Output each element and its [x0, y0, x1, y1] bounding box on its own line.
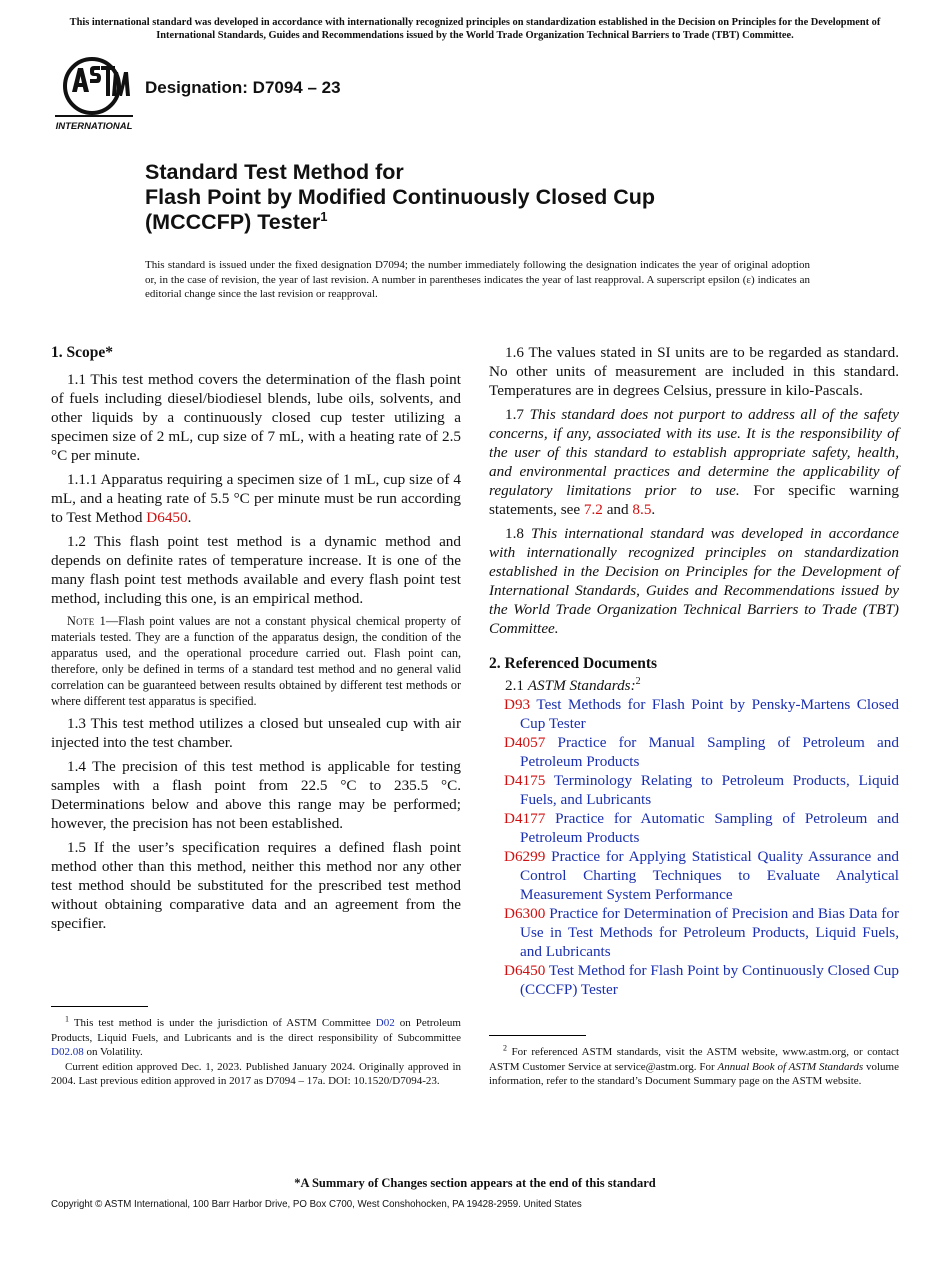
- ref-title-link[interactable]: Practice for Automatic Sampling of Petroleum and Petroleum Products: [520, 810, 899, 846]
- reference-item: [489, 961, 899, 999]
- reference-item: [489, 771, 899, 809]
- link-subcommittee-d02-08[interactable]: D02.08: [51, 1046, 84, 1058]
- para-1-8: [489, 524, 899, 638]
- copyright-line: Copyright © ASTM International, 100 Barr Harbor Drive, PO Box C700, West Conshohocken, PA 19428-2959. United States: [51, 1199, 582, 1210]
- note-1-label: Note 1: [67, 614, 106, 628]
- document-title: [145, 160, 655, 235]
- ref-code-link[interactable]: D4057: [504, 734, 546, 751]
- title-line-1: Standard Test Method for: [145, 160, 404, 184]
- reference-item: [489, 904, 899, 961]
- ref-title-link[interactable]: Test Methods for Flash Point by Pensky-Martens Closed Cup Tester: [520, 696, 899, 732]
- link-d6450[interactable]: D6450: [146, 509, 188, 526]
- logo-wordmark: INTERNATIONAL: [55, 121, 133, 132]
- footnote-1: [51, 1016, 461, 1089]
- para-1-1: 1.1 This test method covers the determination of the flash point of fuels including diesel/biodiesel blends, lube oils, solvents, and other liquids by a continuously closed cup tester utilizing a specimen size of 2 mL, cup size of 7 mL, with a heating rate of 2.5 °C per minute.: [51, 371, 461, 464]
- para-1-7-end: .: [651, 501, 656, 518]
- para-1-5: 1.5 If the user’s specification requires a defined flash point method other than this method, neither this method nor any other test method should be substituted for the prescribed test method without obtaining comparative data and an agreement from the specifier.: [51, 839, 461, 932]
- subsection-2-1-mark[interactable]: 2: [635, 675, 641, 687]
- subsection-2-1-title: ASTM Standards:: [527, 677, 636, 694]
- ref-code-link[interactable]: D6299: [504, 848, 546, 865]
- ref-code-link[interactable]: D6300: [504, 905, 546, 922]
- para-1-7-and: and: [602, 501, 633, 518]
- footnote-2-text-end: volume information, refer to the standard’s Document Summary page on the ASTM website.: [489, 1060, 899, 1087]
- right-column: [489, 343, 899, 999]
- para-1-4: 1.4 The precision of this test method is applicable for testing samples with a flash point from 22.5 °C to 235.5 °C. Determinations below and above this range may be performed; however, the precision has not been established.: [51, 758, 461, 832]
- ref-code-link[interactable]: D93: [504, 696, 531, 713]
- footnote-1-text-end: on Volatility.: [83, 1046, 143, 1058]
- footnote-2-mark: 2: [503, 1043, 507, 1053]
- link-7-2[interactable]: 7.2: [583, 501, 603, 518]
- para-1-1-1: [51, 470, 461, 527]
- reference-item: [489, 695, 899, 733]
- para-1-1-1-end: .: [187, 509, 192, 526]
- footnote-1-para-1: [51, 1016, 461, 1060]
- title-line-3-text: (MCCCFP) Tester: [145, 210, 321, 234]
- para-1-6: 1.6 The values stated in SI units are to be regarded as standard. No other units of measurement are included in this standard. Temperatures are in degrees Celsius, pressure in kilo-Pascals.: [489, 344, 899, 399]
- subsection-2-1: [489, 676, 899, 695]
- para-1-1-1-text: 1.1.1 Apparatus requiring a specimen size of 1 mL, cup size of 4 mL, and a heating rate of 5.5 °C per minute must be run according to Test Method: [51, 471, 461, 526]
- ref-code-link[interactable]: D4177: [504, 810, 546, 827]
- link-committee-d02[interactable]: D02: [375, 1017, 395, 1029]
- reference-item: [489, 847, 899, 904]
- para-1-7-tail: For specific warning statements, see: [489, 482, 899, 518]
- footnote-2: [489, 1045, 899, 1089]
- ref-title-link[interactable]: Practice for Determination of Precision and Bias Data for Use in Test Methods for Petroleum Products, Liquid Fuels, and Lubricants: [520, 905, 899, 960]
- para-1-7-num: 1.7: [505, 406, 530, 423]
- astm-logo: [52, 56, 136, 132]
- footnote-1-para-2: Current edition approved Dec. 1, 2023. Published January 2024. Originally approved in 2004. Last previous edition approved in 2017 as D7094 – 17a. DOI: 10.1520/D7094-23.: [51, 1060, 461, 1087]
- designation: Designation: D7094 – 23: [145, 78, 341, 97]
- footnote-1-text: This test method is under the jurisdiction of ASTM Committee: [73, 1017, 376, 1029]
- footnote-2-italic: Annual Book of ASTM Standards: [717, 1060, 864, 1073]
- title-line-2: Flash Point by Modified Continuously Closed Cup: [145, 185, 656, 209]
- ref-code-link[interactable]: D4175: [504, 772, 546, 789]
- footnote-divider-right: [489, 1035, 586, 1036]
- top-notice: This international standard was developed in accordance with internationally recognized principles on standardization established in the Decision on Principles for the Development of International Standards, Guides and Recommendations issued by the World Trade Organization Technical Barriers to Trade (TBT) Committee.: [69, 17, 881, 41]
- subsection-2-1-num: 2.1: [505, 677, 528, 694]
- link-8-5[interactable]: 8.5: [632, 501, 652, 518]
- para-1-3: 1.3 This test method utilizes a closed but unsealed cup with air injected into the test chamber.: [51, 715, 461, 751]
- ref-code-link[interactable]: D6450: [504, 962, 546, 979]
- note-1-text: —Flash point values are not a constant physical chemical property of materials tested. They are a function of the apparatus design, the condition of the apparatus used, and the operational procedure carried out. Flash point can, therefore, only be defined in terms of a standard test method and no general valid correlation can be guaranteed between results obtained by different test methods or where different test apparatus is specified.: [51, 614, 461, 708]
- para-1-8-italic: This international standard was developed in accordance with internationally recognized principles on standardization established in the Decision on Principles for the Development of International Standards, Guides and Recommendations issued by the World Trade Organization Technical Barriers to Trade (TBT) Committee.: [489, 525, 900, 637]
- para-1-2: 1.2 This flash point test method is a dynamic method and depends on definite rates of temperature increase. It is one of the many flash point test methods available and every flash point test method, including this one, is an empirical method.: [51, 533, 461, 607]
- para-1-7-italic: This standard does not purport to address all of the safety concerns, if any, associated with its use. It is the responsibility of the user of this standard to establish appropriate safety, health, and environmental practices and determine the applicability of regulatory limitations prior to use.: [489, 406, 900, 499]
- ref-title-link[interactable]: Practice for Manual Sampling of Petroleum and Petroleum Products: [520, 734, 899, 770]
- note-1: [51, 613, 461, 709]
- ref-title-link[interactable]: Practice for Applying Statistical Quality Assurance and Control Charting Techniques to Evaluate Analytical Measurement System Performance: [520, 848, 900, 903]
- ref-title-link[interactable]: Terminology Relating to Petroleum Products, Liquid Fuels, and Lubricants: [520, 772, 899, 808]
- footnote-2-text: For referenced ASTM standards, visit the ASTM website, www.astm.org, or contact ASTM Customer Service at service@astm.org. For: [489, 1046, 899, 1073]
- section-2-heading: 2. Referenced Documents: [489, 655, 658, 672]
- left-column: [51, 343, 461, 938]
- astm-logo-icon: [52, 56, 136, 132]
- para-1-8-num: 1.8: [505, 525, 531, 542]
- reference-item: [489, 809, 899, 847]
- title-line-3: [145, 210, 655, 235]
- para-1-7: [489, 405, 899, 519]
- footnote-1-text-mid: on Petroleum Products, Liquid Fuels, and Lubricants and is the direct responsibility of Subcommittee: [51, 1017, 461, 1044]
- footnote-1-mark: 1: [65, 1014, 69, 1024]
- footnote-divider-left: [51, 1006, 148, 1007]
- reference-list: [489, 695, 899, 999]
- section-1-heading: 1. Scope*: [51, 344, 113, 361]
- reference-item: [489, 733, 899, 771]
- summary-of-changes-note: *A Summary of Changes section appears at the end of this standard: [294, 1176, 656, 1190]
- issuance-note: This standard is issued under the fixed designation D7094; the number immediately following the designation indicates the year of original adoption or, in the case of revision, the year of last revision. A number in parentheses indicates the year of last reapproval. A superscript epsilon (ε) indicates an editorial change since the last revision or reapproval.: [145, 259, 810, 300]
- ref-title-link[interactable]: Test Method for Flash Point by Continuously Closed Cup (CCCFP) Tester: [520, 962, 899, 998]
- title-footnote-mark[interactable]: 1: [320, 208, 328, 224]
- footnote-2-para: [489, 1045, 899, 1089]
